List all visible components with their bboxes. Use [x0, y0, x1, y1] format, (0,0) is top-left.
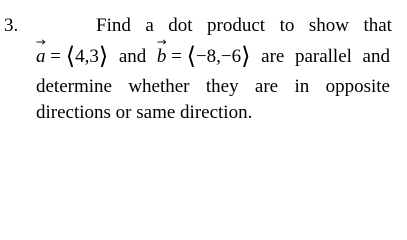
vector-a-expression [36, 45, 108, 69]
vector-b-symbol: b [157, 45, 167, 69]
word: Find [96, 15, 131, 36]
vector-b-expression [157, 45, 251, 69]
word: opposite [325, 76, 390, 97]
problem-number: 3. [4, 15, 19, 36]
equals-sign: = [171, 46, 182, 67]
word: determine [36, 76, 112, 97]
word: are [261, 46, 285, 67]
right-angle-bracket: ⟩ [241, 44, 251, 70]
word: and [362, 46, 390, 67]
problem-line-1 [96, 14, 392, 38]
equals-sign: = [50, 46, 61, 67]
word: parallel [294, 46, 352, 67]
vector-b-components: −8,−6 [195, 46, 242, 67]
word: in [294, 76, 310, 97]
word: that [363, 15, 392, 36]
word: show [308, 15, 349, 36]
vector-arrow-icon [157, 38, 167, 46]
word: to [279, 15, 295, 36]
vector-a-components: 4,3 [75, 46, 99, 67]
problem-line-3 [36, 75, 390, 99]
word: are [254, 76, 279, 97]
problem-line-2 [36, 45, 390, 69]
word: dot [168, 15, 193, 36]
left-angle-bracket: ⟨ [65, 44, 76, 70]
word: whether [128, 76, 190, 97]
word: a [145, 15, 154, 36]
word: and [118, 46, 147, 67]
left-angle-bracket: ⟨ [186, 44, 196, 70]
word: product [207, 15, 266, 36]
word: they [205, 76, 239, 97]
problem-line-4: directions or same direction. [36, 102, 253, 123]
vector-a-symbol: a [36, 45, 46, 69]
vector-arrow-icon [36, 38, 46, 46]
right-angle-bracket: ⟩ [98, 44, 109, 70]
